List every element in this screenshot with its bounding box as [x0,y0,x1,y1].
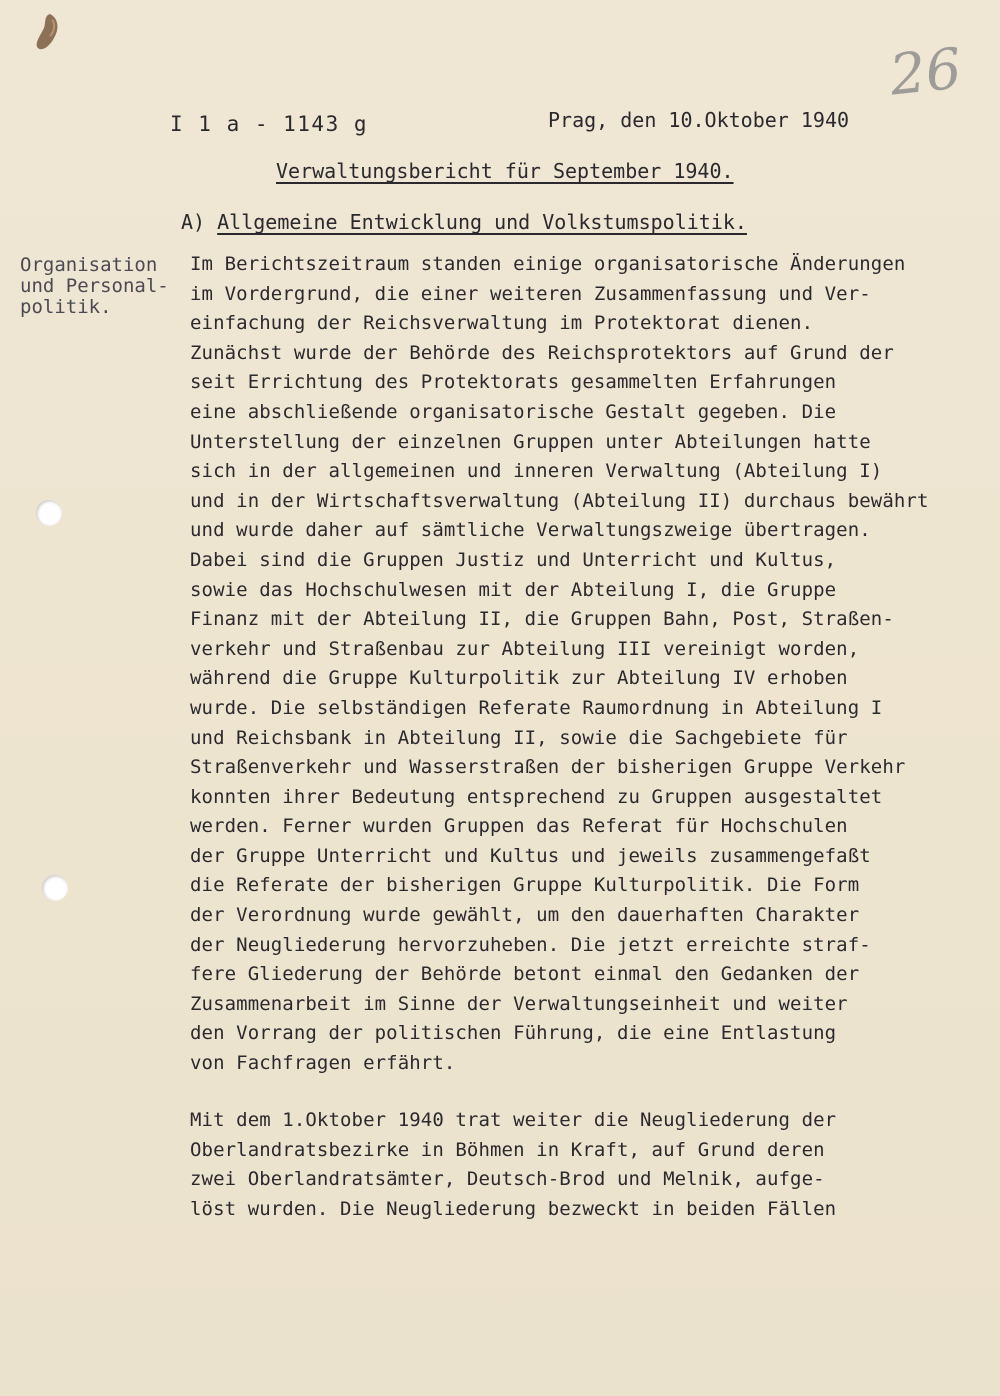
text-line: verkehr und Straßenbau zur Abteilung III vereinigt worden, [190,637,860,660]
text-line: Mit dem 1.Oktober 1940 trat weiter die Neugliederung der [190,1109,837,1131]
text-line: wurde. Die selbständigen Referate Raumordnung in Abteilung I [190,696,883,719]
punch-hole [36,500,62,526]
text-line: Im Berichtszeitraum standen einige organisatorische Änderungen [190,253,906,275]
handwritten-page-number: 26 [886,36,965,109]
text-line: löst wurden. Die Neugliederung bezweckt in beiden Fällen [190,1197,837,1220]
date-line: Prag, den 10.Oktober 1940 [548,108,850,132]
text-line: der Gruppe Unterricht und Kultus und jeweils zusammengefaßt [190,844,871,867]
text-line: und in der Wirtschaftsverwaltung (Abteilung II) durchaus bewährt [190,489,929,512]
paragraph-1 [190,250,929,1079]
text-line: der Neugliederung hervorzuheben. Die jetzt erreichte straf- [190,933,871,956]
section-heading [181,210,747,234]
text-line: und Reichsbank in Abteilung II, sowie die Sachgebiete für [190,726,848,749]
text-line: Dabei sind die Gruppen Justiz und Unterricht und Kultus, [190,548,837,571]
text-line: Unterstellung der einzelnen Gruppen unter Abteilungen hatte [190,430,871,453]
text-line: der Verordnung wurde gewählt, um den dauerhaften Charakter [190,904,860,927]
document-title: Verwaltungsbericht für September 1940. [276,159,734,183]
text-line: sich in der allgemeinen und inneren Verwaltung (Abteilung I) [190,460,883,483]
text-line: zwei Oberlandratsämter, Deutsch-Brod und Melnik, aufge- [190,1168,825,1191]
text-line: Zusammenarbeit im Sinne der Verwaltungseinheit und weiter [190,992,848,1015]
text-line: den Vorrang der politischen Führung, die eine Entlastung [190,1022,837,1045]
text-line: werden. Ferner wurden Gruppen das Referat für Hochschulen [190,815,848,838]
text-line: eine abschließende organisatorische Gestalt gegeben. Die [190,400,837,423]
paragraph-2 [190,1106,836,1224]
text-line: sowie das Hochschulwesen mit der Abteilung I, die Gruppe [190,578,837,601]
text-line: einfachung der Reichsverwaltung im Protektorat dienen. [190,312,814,335]
text-line: und wurde daher auf sämtliche Verwaltungszweige übertragen. [190,519,871,542]
text-line: die Referate der bisherigen Gruppe Kulturpolitik. Die Form [190,874,860,897]
file-reference: I 1 a - 1143 g [170,112,369,136]
text-line: fere Gliederung der Behörde betont einmal den Gedanken der [190,963,860,986]
text-line: im Vordergrund, die einer weiteren Zusammenfassung und Ver- [190,282,871,305]
rust-stain-mark [30,10,70,56]
text-line: seit Errichtung des Protektorats gesammelten Erfahrungen [190,371,837,394]
margin-note: Organisation und Personal- politik. [20,254,169,318]
text-line: Oberlandratsbezirke in Böhmen in Kraft, auf Grund deren [190,1138,825,1161]
text-line: während die Gruppe Kulturpolitik zur Abteilung IV erhoben [190,667,848,690]
section-heading-text: Allgemeine Entwicklung und Volkstumspolitik. [217,210,747,234]
text-line: Finanz mit der Abteilung II, die Gruppen Bahn, Post, Straßen- [190,608,894,631]
text-line: von Fachfragen erfährt. [190,1052,456,1075]
text-line: konnten ihrer Bedeutung entsprechend zu Gruppen ausgestaltet [190,785,883,808]
text-line: Zunächst wurde der Behörde des Reichsprotektors auf Grund der [190,341,894,364]
section-prefix: A) [181,210,206,234]
punch-hole [42,875,68,901]
text-line: Straßenverkehr und Wasserstraßen der bisherigen Gruppe Verkehr [190,756,906,779]
